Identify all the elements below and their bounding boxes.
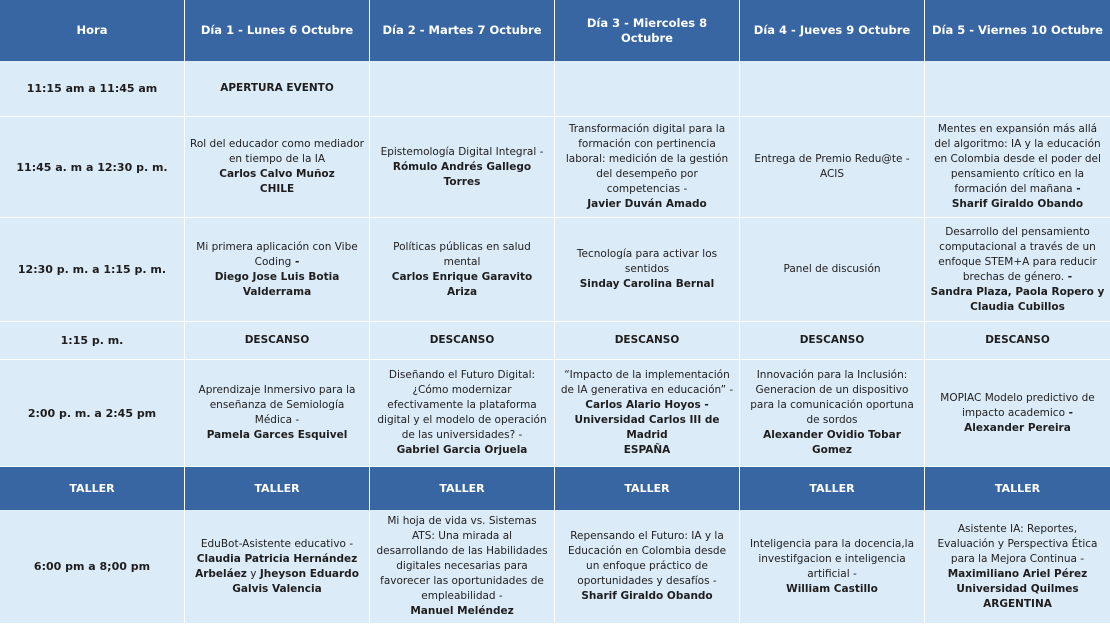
break-label: DESCANSO (244, 334, 310, 346)
session-cell (740, 218, 925, 322)
session-cell (370, 510, 555, 624)
session-cell (370, 117, 555, 218)
session-speaker: Carlos Alario Hoyos - (585, 399, 709, 411)
session-title: EduBot-Asistente educativo - (200, 537, 354, 550)
session-cell (185, 117, 370, 218)
session-title: Entrega de Premio Redu@te - ACIS (754, 153, 910, 180)
session-title: Transformación digital para la formación con pertinencia laboral: medición de la gestión del desempeño por competencias - (565, 123, 729, 195)
session-title-wrap (930, 122, 1105, 197)
time-cell (0, 61, 185, 117)
taller-cell (555, 467, 740, 510)
break-cell (185, 322, 370, 360)
session-speaker: Maximiliano Ariel Pérez (947, 567, 1088, 580)
session-cell (370, 360, 555, 467)
session-title: “Impacto de la implementación de IA generativa en educación” - (560, 369, 734, 396)
header-day-5 (925, 0, 1110, 61)
session-cell (555, 510, 740, 624)
session-separator: - (1072, 183, 1081, 195)
session-joiner: y (246, 567, 260, 580)
session-speaker: Carlos Calvo Muñoz (219, 168, 335, 180)
session-title: Epistemología Digital Integral - (380, 145, 544, 158)
session-speaker: Sharif Giraldo Obando (951, 198, 1084, 210)
time-label: 1:15 p. m. (60, 334, 124, 347)
session-cell (185, 360, 370, 467)
header-day-5-label: Día 5 - Viernes 10 Octubre (932, 23, 1103, 37)
session-separator: - (291, 255, 300, 268)
time-label: 6:00 pm a 8;00 pm (33, 560, 151, 573)
session-title-wrap (190, 240, 364, 270)
session-cell (185, 510, 370, 624)
session-speaker: Alexander Ovidio Tobar Gomez (763, 429, 901, 456)
session-speaker: Manuel Meléndez (410, 605, 514, 617)
session-speaker: William Castillo (786, 582, 878, 595)
time-cell (0, 218, 185, 322)
time-cell (0, 117, 185, 218)
break-cell (925, 322, 1110, 360)
session-country: ESPAÑA (623, 444, 671, 456)
taller-cell (370, 467, 555, 510)
taller-label: TALLER (994, 482, 1041, 495)
header-day-4-label: Día 4 - Jueves 9 Octubre (753, 23, 911, 37)
header-day-2 (370, 0, 555, 61)
session-cell (185, 218, 370, 322)
session-speaker: Rómulo Andrés Gallego Torres (392, 160, 532, 188)
session-title: MOPIAC Modelo predictivo de impacto academico (940, 391, 1095, 419)
session-cell (925, 218, 1110, 322)
session-title: Asistente IA: Reportes, Evaluación y Perspectiva Ética para la Mejora Continua - (937, 522, 1098, 565)
empty-cell (740, 61, 925, 117)
time-label: 12:30 p. m. a 1:15 p. m. (17, 263, 167, 276)
session-label: APERTURA EVENTO (220, 82, 334, 94)
session-title-wrap (930, 391, 1105, 421)
session-cell (370, 218, 555, 322)
header-hora-label: Hora (76, 23, 108, 37)
session-speaker: Alexander Pereira (964, 421, 1071, 434)
session-speaker: Diego Jose Luis Botia Valderrama (214, 270, 340, 298)
session-title: Repensando el Futuro: IA y la Educación en Colombia desde un enfoque práctico de oportunidades y desafíos - (567, 530, 727, 587)
session-speaker: Carlos Enrique Garavito Ariza (391, 270, 533, 298)
session-title: Panel de discusión (783, 263, 881, 275)
time-label: 2:00 p. m. a 2:45 pm (27, 406, 157, 420)
header-day-4 (740, 0, 925, 61)
session-cell (740, 510, 925, 624)
break-label: DESCANSO (429, 334, 495, 346)
session-title: Mentes en expansión más allá del algoritmo: IA y la educación en Colombia desde el poder del pensamiento crítico en la formación del mañana (934, 123, 1101, 195)
time-cell (0, 360, 185, 467)
taller-cell (925, 467, 1110, 510)
session-title: Diseñando el Futuro Digital: ¿Cómo modernizar efectivamente la plataforma digital y el modelo de operación de las universidades? - (377, 369, 547, 441)
taller-cell (740, 467, 925, 510)
session-title: Tecnología para activar los sentidos (576, 248, 718, 275)
session-title: Aprendizaje Inmersivo para la enseñanza de Semiología Médica - (198, 384, 356, 426)
empty-cell (925, 61, 1110, 117)
time-label: 11:45 a. m a 12:30 p. m. (16, 160, 168, 174)
empty-cell (370, 61, 555, 117)
break-cell (555, 322, 740, 360)
session-cell (555, 218, 740, 322)
session-country: CHILE (259, 183, 295, 195)
header-day-3-label: Día 3 - Miercoles 8 Octubre (586, 15, 708, 45)
session-cell (740, 117, 925, 218)
time-label: 11:15 am a 11:45 am (26, 82, 158, 95)
session-cell (185, 61, 370, 117)
session-cell (925, 510, 1110, 624)
break-label: DESCANSO (799, 334, 865, 346)
header-day-3 (555, 0, 740, 61)
taller-label: TALLER (254, 482, 300, 495)
session-cell (925, 360, 1110, 467)
session-separator: - (1065, 406, 1074, 419)
break-cell (740, 322, 925, 360)
session-speaker: Claudia Patricia Hernández Arbeláez (195, 552, 358, 580)
session-cell (555, 360, 740, 467)
empty-cell (555, 61, 740, 117)
session-cell (740, 360, 925, 467)
session-speakers (190, 552, 364, 597)
taller-cell (185, 467, 370, 510)
session-title: Mi hoja de vida vs. Sistemas ATS: Una mirada al desarrollando de las Habilidades digitales necesarias para favorecer las oportunidades de empleabilidad - (376, 515, 548, 602)
taller-label: TALLER (809, 482, 855, 495)
taller-label: TALLER (624, 482, 670, 495)
break-cell (370, 322, 555, 360)
taller-cell (0, 467, 185, 510)
session-affiliation: Universidad Quilmes (956, 582, 1079, 595)
session-speaker: Sinday Carolina Bernal (579, 278, 715, 290)
session-separator: - (1064, 270, 1073, 283)
session-title-wrap (930, 225, 1105, 285)
time-cell (0, 510, 185, 624)
session-title: Rol del educador como mediador en tiempo de la IA (190, 138, 364, 165)
session-title: Mi primera aplicación con Vibe Coding (196, 240, 358, 268)
session-speaker: Javier Duván Amado (587, 198, 707, 210)
session-cell (925, 117, 1110, 218)
session-speaker: Jheyson Eduardo Galvis Valencia (232, 567, 359, 595)
header-hora (0, 0, 185, 61)
taller-label: TALLER (69, 482, 115, 495)
session-affiliation: Universidad Carlos III de Madrid (574, 414, 720, 441)
session-country: ARGENTINA (983, 597, 1052, 610)
break-label: DESCANSO (614, 334, 680, 346)
session-speaker: Sharif Giraldo Obando (581, 590, 713, 602)
header-day-1-label: Día 1 - Lunes 6 Octubre (200, 23, 354, 37)
session-cell (555, 117, 740, 218)
session-title: Políticas públicas en salud mental (393, 240, 531, 268)
header-day-1 (185, 0, 370, 61)
session-title: Inteligencia para la docencia,la investifgacion e inteligencia artificial - (749, 537, 915, 580)
header-day-2-label: Día 2 - Martes 7 Octubre (382, 23, 542, 37)
session-title: Innovación para la Inclusión: Generacion de un dispositivo para la comunicación oportuna de sordos (750, 369, 914, 426)
break-label: DESCANSO (985, 334, 1050, 346)
session-speaker: Gabriel Garcia Orjuela (396, 444, 528, 456)
session-speaker: Sandra Plaza, Paola Ropero y Claudia Cubillos (930, 285, 1105, 313)
session-title: Desarrollo del pensamiento computacional a través de un enfoque STEM+A para reducir brechas de género. (938, 225, 1097, 283)
time-cell (0, 322, 185, 360)
taller-label: TALLER (439, 482, 485, 495)
session-speaker: Pamela Garces Esquivel (206, 429, 348, 441)
